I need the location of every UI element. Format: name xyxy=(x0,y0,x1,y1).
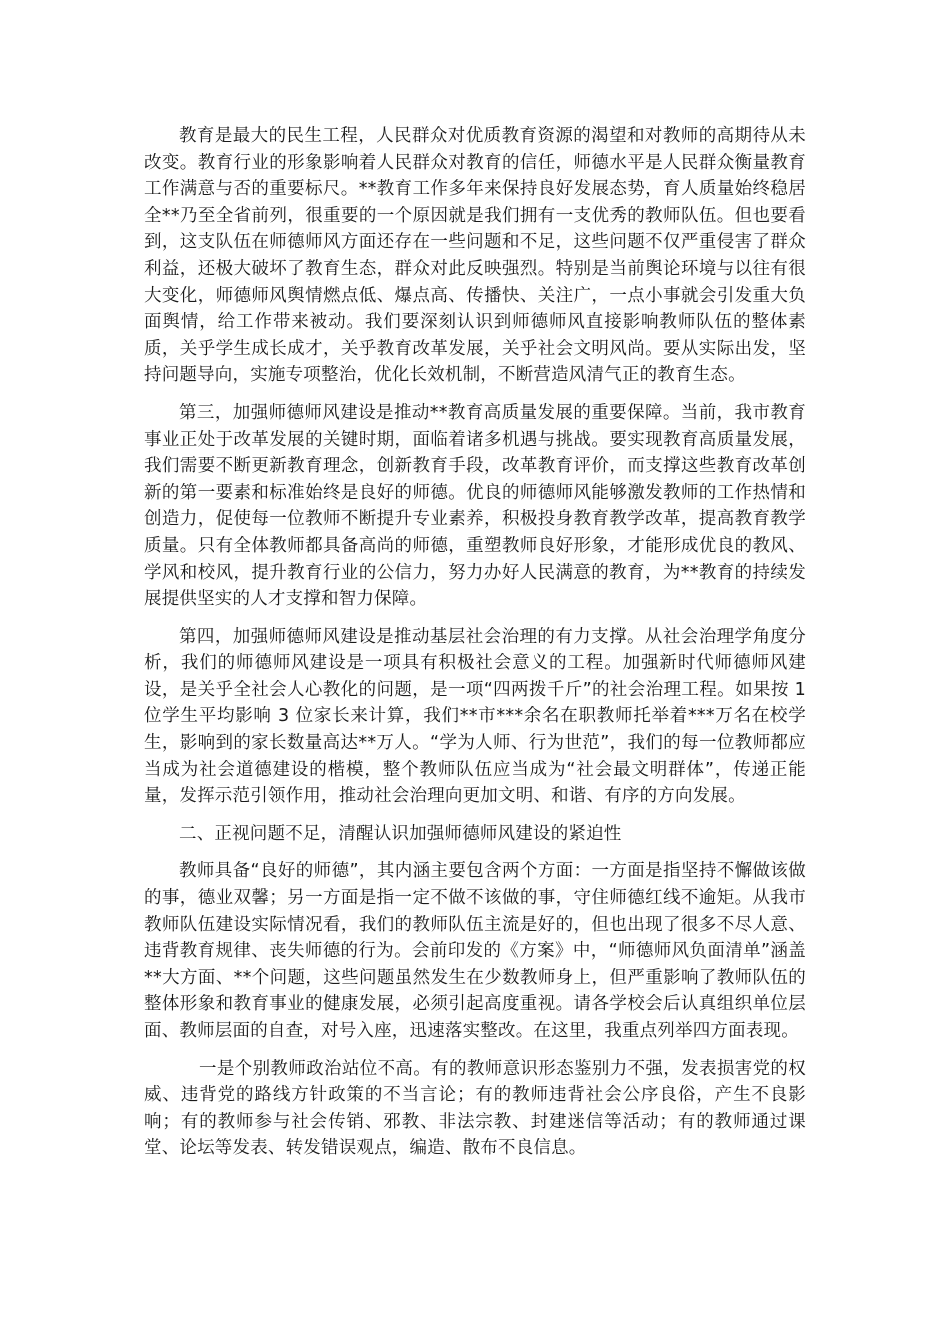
paragraph-third-point: 第三，加强师德师风建设是推动**教育高质量发展的重要保障。当前，我市教育事业正处于改革发展的关键时期，面临着诸多机遇与挑战。要实现教育高质量发展，我们需要不断更新教育理念，创新教育手段，改革教育评价，而支撑这些教育改革创新的第一要素和标准始终是良好的师德。优良的师德师风能够激发教师的工作热情和创造力，促使每一位教师不断提升专业素养，积极投身教育教学改革，提高教育教学质量。只有全体教师都具备高尚的师德，重塑教师良好形象，才能形成优良的教风、学风和校风，提升教育行业的公信力，努力办好人民满意的教育，为**教育的持续发展提供坚实的人才支撑和智力保障。 xyxy=(144,402,806,610)
paragraph-good-ethics: 教师具备“良好的师德”，其内涵主要包含两个方面：一方面是指坚持不懈做该做的事，德业双馨；另一方面是指一定不做不该做的事，守住师德红线不逾矩。从我市教师队伍建设实际情况看，我们的教师队伍主流是好的，但也出现了很多不尽人意、违背教育规律、丧失师德的行为。会前印发的《方案》中，“师德师风负面清单”涵盖**大方面、**个问题，这些问题虽然发生在少数教师身上，但严重影响了教师队伍的整体形象和教育事业的健康发展，必须引起高度重视。请各学校会后认真组织单位层面、教师层面的自查，对号入座，迅速落实整改。在这里，我重点列举四方面表现。 xyxy=(144,861,806,1041)
paragraph-fourth-point: 第四，加强师德师风建设是推动基层社会治理的有力支撑。从社会治理学角度分析，我们的师德师风建设是一项具有积极社会意义的工程。加强新时代师德师风建设，是关乎全社会人心教化的问题，是一项“四两拨千斤”的社会治理工程。如果按 1 位学生平均影响 3 位家长来计算，我们**市***余名在职教师托举着***万名在校学生，影响到的家长数量高达**万人。“学为人师、行为世范”，我们的每一位教师都应当成为社会道德建设的楷模，整个教师队伍应当成为“社会最文明群体”，传递正能量，发挥示范引领作用，推动社会治理向更加文明、和谐、有序的方向发展。 xyxy=(144,626,806,807)
section-heading-two: 二、正视问题不足，清醒认识加强师德师风建设的紧迫性 xyxy=(179,823,622,844)
paragraph-education-livelihood: 教育是最大的民生工程，人民群众对优质教育资源的渴望和对教师的高期待从未改变。教育行业的形象影响着人民群众对教育的信任，师德水平是人民群众衡量教育工作满意与否的重要标尺。**教育工作多年来保持良好发展态势，育人质量始终稳居全**乃至全省前列，很重要的一个原因就是我们拥有一支优秀的教师队伍。但也要看到，这支队伍在师德师风方面还存在一些问题和不足，这些问题不仅严重侵害了群众利益，还极大破坏了教育生态，群众对此反映强烈。特别是当前舆论环境与以往有很大变化，师德师风舆情燃点低、爆点高、传播快、关注广，一点小事就会引发重大负面舆情，给工作带来被动。我们要深刻认识到师德师风直接影响教师队伍的整体素质，关乎学生成长成才，关乎教育改革发展，关乎社会文明风尚。要从实际出发，坚持问题导向，实施专项整治，优化长效机制，不断营造风清气正的教育生态。 xyxy=(144,126,806,386)
paragraph-issue-one: 一是个别教师政治站位不高。有的教师意识形态鉴别力不强，发表损害党的权威、违背党的路线方针政策的不当言论；有的教师违背社会公序良俗，产生不良影响；有的教师参与社会传销、邪教、非法宗教、封建迷信等活动；有的教师通过课堂、论坛等发表、转发错误观点，编造、散布不良信息。 xyxy=(144,1058,806,1159)
document-body xyxy=(144,123,806,1173)
